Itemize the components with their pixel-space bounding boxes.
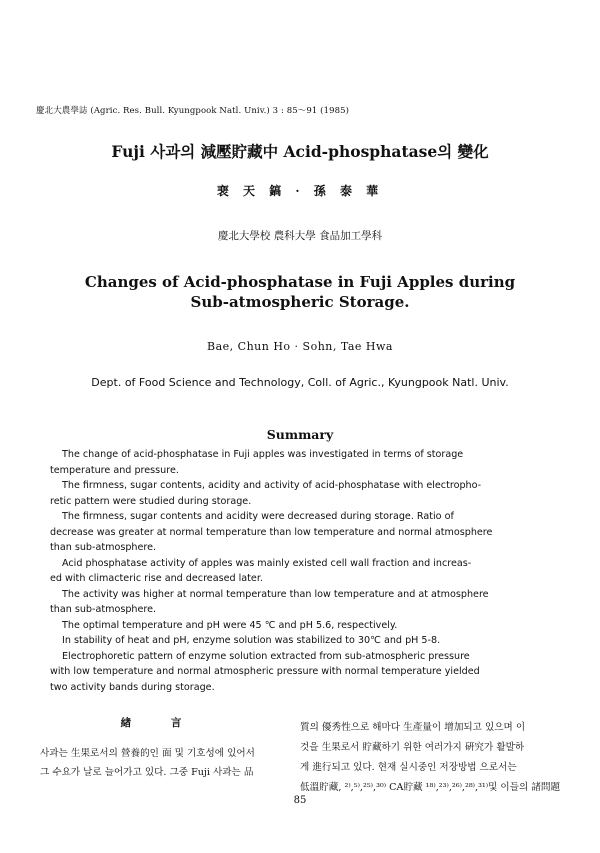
korean-affiliation: 慶北大學校 農科大學 食品加工學科 — [217, 230, 383, 242]
english-title-line-2: Sub-atmospheric Storage. — [190, 293, 410, 311]
summary-line: temperature and pressure. — [50, 464, 179, 476]
intro-heading: 緖 言 — [120, 717, 200, 729]
intro-right-column — [300, 718, 561, 798]
summary-line: The firmness, sugar contents, acidity and activity of acid-phosphatase with electropho- — [62, 480, 482, 491]
english-title-line-1: Changes of Acid-phosphatase in Fuji Apples during — [84, 273, 516, 291]
summary-line: Acid phosphatase activity of apples was mainly existed cell wall fraction and increas- — [62, 557, 472, 569]
summary-line: retic pattern were studied during storage. — [50, 495, 252, 507]
english-title — [0, 272, 600, 312]
summary-line: two activity bands during storage. — [50, 681, 215, 693]
intro-line: 質의 優秀性으로 해마다 生產量이 增加되고 있으며 이 — [300, 722, 526, 733]
summary-line: The optimal temperature and pH were 45 ℃ and pH 5.6, respectively. — [62, 619, 398, 631]
summary-line: with low temperature and normal atmospheric pressure with normal temperature yielded — [50, 666, 480, 677]
korean-title: Fuji 사과의 減壓貯藏中 Acid-phosphatase의 變化 — [111, 142, 489, 161]
summary-line: than sub-atmosphere. — [50, 542, 157, 553]
intro-line: 사과는 生果로서의 營養的인 面 및 기호성에 있어서 — [40, 748, 255, 759]
english-affiliation: Dept. of Food Science and Technology, Coll. of Agric., Kyungpook Natl. Univ. — [91, 376, 509, 389]
intro-line: 것을 生果로서 貯藏하기 위한 여러가지 硏究가 활발하 — [300, 742, 525, 753]
korean-authors: 裵 天 鎬 · 孫 泰 華 — [216, 184, 384, 198]
intro-line: 게 進行되고 있다. 현재 실시중인 저장방법 으로서는 — [300, 762, 517, 773]
page-number: 85 — [293, 795, 307, 806]
summary-line: than sub-atmosphere. — [50, 604, 157, 615]
intro-line: 低溫貯藏, ²⁾,⁵⁾,²⁵⁾,³⁰⁾ CA貯藏 ¹⁸⁾,²³⁾,²⁶⁾,²⁸⁾,³¹⁾및 이들의 諸問題 — [300, 782, 561, 793]
summary-line: Electrophoretic pattern of enzyme solution extracted from sub-atmospheric pressure — [62, 650, 470, 662]
summary-line: In stability of heat and pH, enzyme solution was stabilized to 30℃ and pH 5-8. — [62, 635, 441, 646]
summary-line: ed with climacteric rise and decreased later. — [50, 573, 263, 584]
english-authors: Bae, Chun Ho · Sohn, Tae Hwa — [207, 340, 393, 353]
summary-line: The firmness, sugar contents and acidity were decreased during storage. Ratio of — [62, 511, 454, 522]
summary-line: The activity was higher at normal temperature than low temperature and at atmosphere — [62, 588, 489, 600]
summary-body — [50, 447, 520, 695]
summary-heading: Summary — [266, 427, 334, 442]
summary-line: decrease was greater at normal temperature than low temperature and normal atmosphere — [50, 526, 493, 538]
intro-left-column — [40, 715, 280, 782]
intro-line: 그 수요가 날로 늘어가고 있다. 그중 Fuji 사과는 品 — [40, 767, 254, 778]
summary-line: The change of acid-phosphatase in Fuji apples was investigated in terms of storage — [62, 449, 464, 460]
journal-citation: 慶北大農學誌 (Agric. Res. Bull. Kyungpook Natl. Univ.) 3 : 85～91 (1985) — [36, 106, 350, 116]
